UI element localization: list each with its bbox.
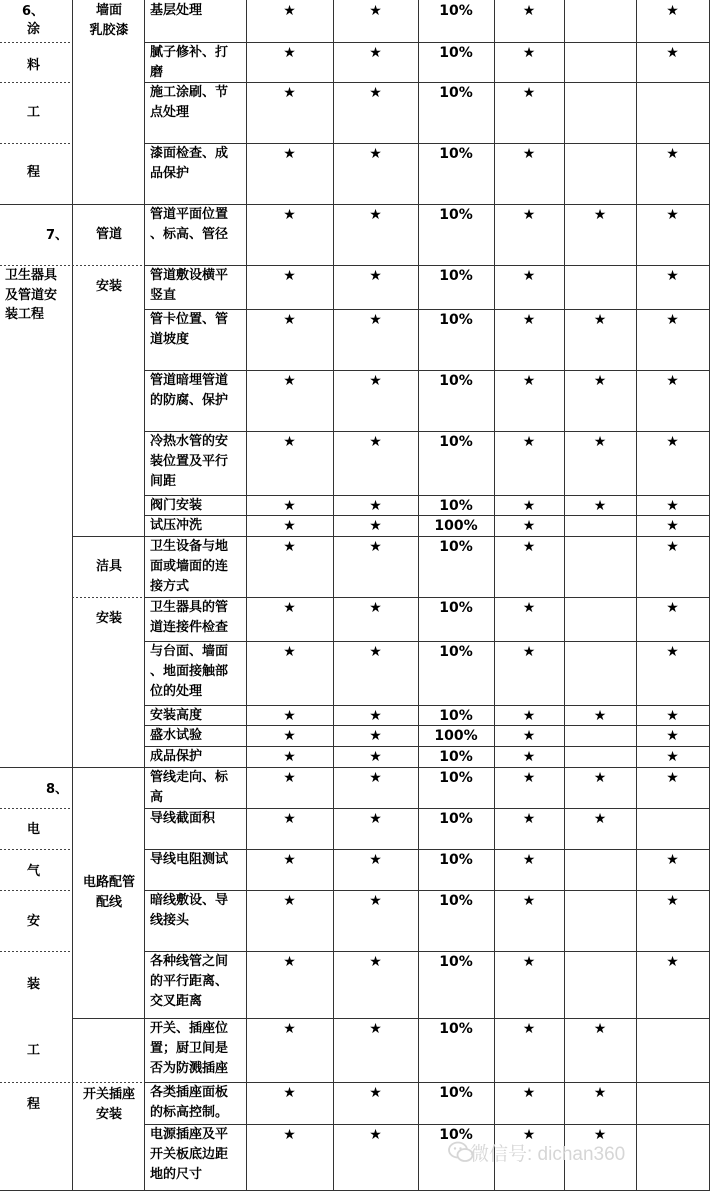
star-mark: ★ — [593, 1021, 607, 1037]
row-item: 暗线敷设、导 线接头 — [150, 893, 229, 928]
section-7-number: 7、 — [46, 228, 69, 243]
star-mark: ★ — [522, 811, 536, 827]
row-item: 导线电阻测试 — [150, 852, 229, 867]
star-mark: ★ — [522, 852, 536, 868]
watermark-text: 微信号: dichan360 — [470, 1144, 626, 1165]
star-mark: ★ — [283, 600, 296, 616]
star-mark: ★ — [593, 1085, 607, 1101]
star-mark: ★ — [369, 434, 382, 450]
grid-line — [72, 0, 73, 1191]
star-mark: ★ — [369, 954, 382, 970]
row-ratio: 10% — [439, 434, 473, 450]
empty-cell — [564, 515, 636, 536]
row-ratio: 10% — [439, 207, 473, 223]
grid-line — [72, 597, 144, 598]
grid-line — [72, 265, 144, 266]
star-mark: ★ — [283, 518, 296, 534]
subitem-fixture-line-2: 安装 — [95, 611, 122, 626]
grid-line — [72, 1082, 144, 1083]
star-mark: ★ — [522, 1021, 536, 1037]
row-ratio: 10% — [439, 954, 473, 970]
subitem-pipe-line-1: 管道 — [95, 227, 122, 242]
empty-cell — [564, 0, 636, 42]
star-mark: ★ — [593, 1127, 607, 1143]
star-mark: ★ — [369, 1085, 382, 1101]
row-ratio: 10% — [439, 1021, 473, 1037]
star-mark: ★ — [593, 434, 607, 450]
star-mark: ★ — [283, 373, 296, 389]
star-mark: ★ — [666, 644, 679, 660]
section-8-number: 8、 — [46, 782, 69, 797]
row-ratio: 10% — [439, 644, 473, 660]
grid-line — [72, 1018, 144, 1019]
star-mark: ★ — [522, 954, 536, 970]
grid-line — [0, 143, 72, 144]
subitem-switch-line-1: 开关插座 — [82, 1087, 135, 1102]
star-mark: ★ — [666, 600, 679, 616]
grid-line — [0, 204, 144, 205]
star-mark: ★ — [666, 852, 679, 868]
empty-cell — [636, 1082, 709, 1124]
star-mark: ★ — [522, 45, 536, 61]
row-ratio: 10% — [439, 708, 473, 724]
star-mark: ★ — [283, 749, 296, 765]
star-mark: ★ — [522, 770, 536, 786]
star-mark: ★ — [283, 644, 296, 660]
star-mark: ★ — [283, 146, 296, 162]
row-ratio: 10% — [439, 3, 473, 19]
star-mark: ★ — [666, 45, 679, 61]
grid-line — [0, 808, 72, 809]
star-mark: ★ — [283, 1021, 296, 1037]
row-item: 管道敷设横平 竖直 — [150, 268, 229, 303]
row-ratio: 10% — [439, 312, 473, 328]
star-mark: ★ — [283, 85, 296, 101]
row-ratio: 10% — [439, 749, 473, 765]
row-item: 冷热水管的安 装位置及平行 间距 — [150, 434, 229, 489]
star-mark: ★ — [283, 1127, 296, 1143]
star-mark: ★ — [283, 852, 296, 868]
star-mark: ★ — [283, 539, 296, 555]
star-mark: ★ — [593, 811, 607, 827]
star-mark: ★ — [283, 3, 296, 19]
star-mark: ★ — [283, 893, 296, 909]
row-item: 卫生器具的管 道连接件检查 — [150, 600, 229, 635]
empty-cell — [564, 143, 636, 204]
star-mark: ★ — [369, 312, 382, 328]
star-mark: ★ — [666, 312, 679, 328]
star-mark: ★ — [369, 728, 382, 744]
star-mark: ★ — [522, 498, 536, 514]
empty-cell — [564, 746, 636, 767]
section-8-char-2: 气 — [27, 864, 41, 879]
star-mark: ★ — [522, 434, 536, 450]
star-mark: ★ — [666, 770, 679, 786]
star-mark: ★ — [666, 708, 679, 724]
star-mark: ★ — [369, 3, 382, 19]
section-7-line-1: 卫生器具 — [5, 268, 58, 283]
star-mark: ★ — [369, 85, 382, 101]
star-mark: ★ — [593, 373, 607, 389]
star-mark: ★ — [593, 708, 607, 724]
row-item: 开关、插座位 置；厨卫间是 否为防溅插座 — [150, 1021, 229, 1076]
subitem-pipe-line-2: 安装 — [95, 279, 122, 294]
star-mark: ★ — [369, 45, 382, 61]
star-mark: ★ — [283, 708, 296, 724]
row-ratio: 10% — [439, 811, 473, 827]
section-7-line-3: 装工程 — [5, 307, 45, 322]
star-mark: ★ — [522, 1127, 536, 1143]
row-ratio: 10% — [439, 852, 473, 868]
grid-line — [0, 951, 72, 952]
row-ratio: 10% — [439, 373, 473, 389]
row-item: 施工涂刷、节 点处理 — [150, 85, 229, 120]
star-mark: ★ — [369, 749, 382, 765]
star-mark: ★ — [666, 146, 679, 162]
grid-line — [0, 42, 72, 43]
grid-line — [0, 849, 72, 850]
star-mark: ★ — [593, 498, 607, 514]
star-mark: ★ — [666, 749, 679, 765]
star-mark: ★ — [369, 1021, 382, 1037]
empty-cell — [564, 849, 636, 890]
star-mark: ★ — [369, 498, 382, 514]
star-mark: ★ — [522, 749, 536, 765]
star-mark: ★ — [666, 539, 679, 555]
star-mark: ★ — [369, 893, 382, 909]
star-mark: ★ — [369, 811, 382, 827]
star-mark: ★ — [666, 207, 679, 223]
section-8-char-6: 程 — [27, 1097, 41, 1112]
subitem-switch-line-2: 安装 — [95, 1107, 122, 1122]
star-mark: ★ — [283, 770, 296, 786]
row-ratio: 10% — [439, 600, 473, 616]
row-ratio: 10% — [439, 539, 473, 555]
empty-cell — [564, 265, 636, 309]
star-mark: ★ — [283, 312, 296, 328]
row-ratio: 10% — [439, 1085, 473, 1101]
row-item: 各类插座面板 的标高控制。 — [150, 1085, 229, 1120]
star-mark: ★ — [666, 893, 679, 909]
star-mark: ★ — [522, 539, 536, 555]
star-mark: ★ — [593, 207, 607, 223]
row-item: 阀门安装 — [150, 498, 203, 513]
grid-line — [0, 890, 72, 891]
subitem-fixture-line-1: 洁具 — [95, 559, 122, 574]
star-mark: ★ — [369, 146, 382, 162]
section-8-char-3: 安 — [27, 914, 41, 929]
empty-cell — [636, 1124, 709, 1191]
empty-cell — [564, 951, 636, 1018]
row-ratio: 10% — [439, 45, 473, 61]
star-mark: ★ — [369, 268, 382, 284]
row-item: 管线走向、标 高 — [150, 770, 229, 805]
row-item: 试压冲洗 — [150, 518, 203, 533]
empty-cell — [636, 1018, 709, 1082]
row-item: 导线截面积 — [150, 811, 216, 826]
star-mark: ★ — [666, 498, 679, 514]
row-ratio: 10% — [439, 498, 473, 514]
row-ratio: 10% — [439, 85, 473, 101]
star-mark: ★ — [666, 373, 679, 389]
star-mark: ★ — [283, 1085, 296, 1101]
section-6-char-1: 涂 — [27, 22, 41, 37]
grid-line — [72, 536, 144, 537]
star-mark: ★ — [522, 3, 536, 19]
section-8-char-1: 电 — [27, 822, 41, 837]
star-mark: ★ — [666, 3, 679, 19]
row-item: 电源插座及平 开关板底边距 地的尺寸 — [150, 1127, 229, 1182]
row-item: 管卡位置、管 道坡度 — [150, 312, 229, 347]
star-mark: ★ — [522, 644, 536, 660]
row-ratio: 10% — [439, 893, 473, 909]
star-mark: ★ — [283, 728, 296, 744]
star-mark: ★ — [522, 312, 536, 328]
section-6-number: 6、 — [22, 4, 45, 19]
row-item: 安装高度 — [150, 708, 203, 723]
row-item: 盛水试验 — [150, 728, 203, 743]
row-item: 各种线管之间 的平行距离、 交叉距离 — [150, 954, 229, 1009]
star-mark: ★ — [283, 207, 296, 223]
section-6-char-3: 工 — [27, 105, 41, 120]
star-mark: ★ — [666, 954, 679, 970]
star-mark: ★ — [593, 312, 607, 328]
subitem-wiring-line-2: 配线 — [95, 895, 122, 910]
row-item: 卫生设备与地 面或墙面的连 接方式 — [150, 539, 229, 594]
subitem-wall-latex-line-2: 乳胶漆 — [89, 23, 129, 38]
empty-cell — [564, 82, 636, 143]
star-mark: ★ — [369, 1127, 382, 1143]
row-item: 与台面、墙面 、地面接触部 位的处理 — [150, 644, 229, 699]
row-item: 成品保护 — [150, 749, 203, 764]
star-mark: ★ — [522, 85, 536, 101]
star-mark: ★ — [666, 434, 679, 450]
row-ratio: 10% — [439, 146, 473, 162]
grid-line — [0, 767, 144, 768]
empty-cell — [564, 42, 636, 82]
section-8-char-5: 工 — [27, 1043, 41, 1058]
star-mark: ★ — [283, 954, 296, 970]
star-mark: ★ — [522, 893, 536, 909]
section-6-char-2: 料 — [27, 58, 41, 73]
row-item: 腻子修补、打 磨 — [150, 45, 229, 80]
empty-cell — [636, 82, 709, 143]
empty-cell — [564, 536, 636, 597]
star-mark: ★ — [369, 770, 382, 786]
star-mark: ★ — [522, 268, 536, 284]
star-mark: ★ — [369, 708, 382, 724]
star-mark: ★ — [522, 728, 536, 744]
subitem-wall-latex-line-1: 墙面 — [95, 3, 122, 18]
star-mark: ★ — [283, 434, 296, 450]
star-mark: ★ — [522, 373, 536, 389]
grid-line — [0, 82, 72, 83]
section-7-line-2: 及管道安 — [5, 288, 58, 303]
empty-cell — [564, 641, 636, 705]
star-mark: ★ — [283, 811, 296, 827]
star-mark: ★ — [369, 852, 382, 868]
star-mark: ★ — [369, 644, 382, 660]
empty-cell — [564, 725, 636, 746]
star-mark: ★ — [369, 207, 382, 223]
star-mark: ★ — [369, 518, 382, 534]
section-8-char-4: 装 — [27, 977, 41, 992]
row-item: 漆面检查、成 品保护 — [150, 146, 229, 181]
star-mark: ★ — [666, 518, 679, 534]
grid-line — [0, 1082, 72, 1083]
star-mark: ★ — [522, 518, 536, 534]
star-mark: ★ — [522, 207, 536, 223]
star-mark: ★ — [522, 146, 536, 162]
star-mark: ★ — [593, 770, 607, 786]
row-ratio: 10% — [439, 268, 473, 284]
row-ratio: 10% — [439, 770, 473, 786]
row-ratio: 100% — [434, 518, 478, 534]
row-item: 基层处理 — [150, 3, 203, 18]
empty-cell — [564, 890, 636, 951]
star-mark: ★ — [283, 45, 296, 61]
subitem-wiring-line-1: 电路配管 — [82, 875, 135, 890]
section-6-char-4: 程 — [27, 165, 41, 180]
row-item: 管道暗埋管道 的防腐、保护 — [150, 373, 229, 408]
empty-cell — [636, 808, 709, 849]
star-mark: ★ — [522, 708, 536, 724]
star-mark: ★ — [369, 373, 382, 389]
star-mark: ★ — [666, 728, 679, 744]
star-mark: ★ — [369, 539, 382, 555]
row-item: 管道平面位置 、标高、管径 — [150, 207, 229, 242]
star-mark: ★ — [666, 268, 679, 284]
star-mark: ★ — [283, 498, 296, 514]
star-mark: ★ — [522, 1085, 536, 1101]
star-mark: ★ — [283, 268, 296, 284]
star-mark: ★ — [522, 600, 536, 616]
empty-cell — [564, 597, 636, 641]
row-ratio: 100% — [434, 728, 478, 744]
star-mark: ★ — [369, 600, 382, 616]
row-ratio: 10% — [439, 1127, 473, 1143]
